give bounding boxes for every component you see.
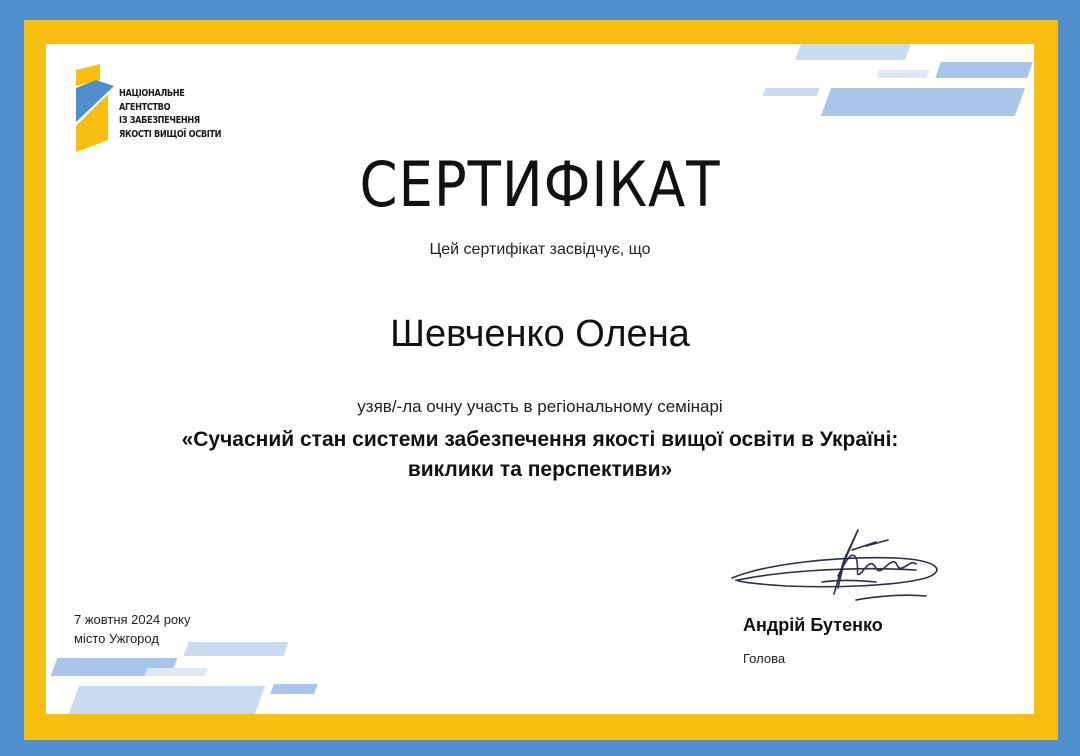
recipient-name: Шевченко Олена — [390, 313, 690, 355]
issue-date: 7 жовтня 2024 року — [74, 612, 191, 627]
decor-stripe — [821, 88, 1025, 116]
signer-title: Голова — [743, 651, 786, 666]
signer-name: Андрій Бутенко — [743, 615, 883, 635]
agency-logo — [74, 64, 254, 156]
decor-stripe — [935, 62, 1033, 78]
certificate-paper — [46, 44, 1034, 714]
decor-stripe — [69, 686, 265, 714]
decor-stripe — [795, 44, 911, 60]
certificate-title: СЕРТИФІКАТ — [359, 148, 721, 221]
issue-city: місто Ужгород — [74, 631, 159, 646]
decor-stripe — [877, 70, 930, 78]
seminar-title-line: виклики та перспективи» — [407, 458, 673, 481]
participation-text: узяв/-ла очну участь в регіональному семінарі — [357, 397, 723, 416]
logo-line: АГЕНТСТВО — [119, 101, 171, 113]
decor-stripe — [145, 668, 208, 676]
logo-line: НАЦІОНАЛЬНЕ — [119, 88, 185, 99]
certificate-subtitle: Цей сертифікат засвідчує, що — [429, 241, 651, 258]
logo-text — [119, 87, 221, 141]
signature-image — [726, 520, 956, 616]
decor-stripe — [270, 684, 318, 694]
date-location — [74, 610, 191, 648]
decor-stripe — [183, 642, 288, 656]
logo-emblem-icon — [74, 64, 118, 156]
logo-line: ІЗ ЗАБЕЗПЕЧЕННЯ — [119, 115, 200, 126]
logo-line: ЯКОСТІ ВИЩОЇ ОСВІТИ — [119, 128, 222, 140]
seminar-title-line: «Сучасний стан системи забезпечення якості вищої освіти в Україні: — [181, 428, 899, 451]
decor-stripe — [763, 88, 820, 96]
seminar-title — [106, 425, 974, 485]
